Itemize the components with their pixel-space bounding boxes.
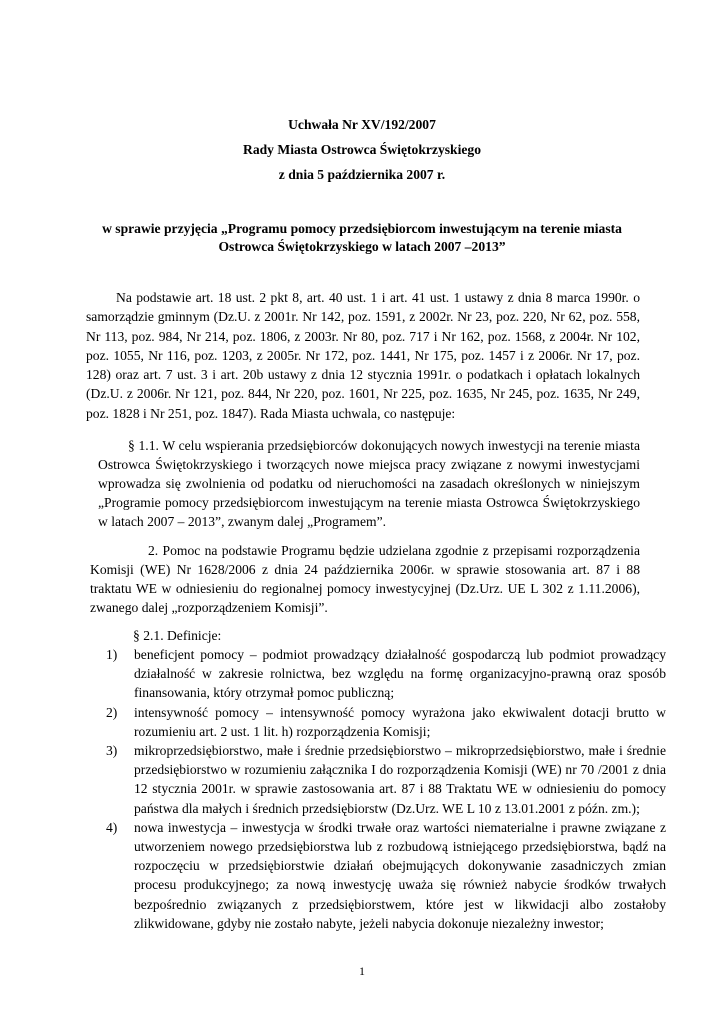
page-number: 1 — [359, 964, 365, 978]
list-item-number: 4) — [106, 819, 118, 835]
list-item — [106, 818, 666, 933]
list-item — [106, 703, 666, 741]
list-item-number: 1) — [106, 647, 118, 662]
section2-heading: § 2.1. Definicje: — [133, 628, 222, 643]
council-name: Rady Miasta Ostrowca Świętokrzyskiego — [243, 142, 481, 157]
section1-paragraph1: § 1.1. W celu wspierania przedsiębiorców dokonujących nowych inwestycji na terenie miasta Ostrowca Świętokrzyskiego i tworzących nowe miejsca pracy związane z nowymi inwestycjami wprowadza się zwolnienia od podatku od nieruchomości na zasadach określonych w niniejszym „Programie pomocy przedsiębiorcom inwestującym na terenie miasta Ostrowca Świętokrzyskiego w latach 2007 – 2013”, zwanym dalej „Programem”. — [98, 438, 640, 529]
list-item-text: nowa inwestycja – inwestycja w środki trwałe oraz wartości niematerialne i prawne związane z utworzeniem nowego przedsiębiorstwa lub z rozbudową istniejącego przedsiębiorstwa, bądź na rozpoczęciu w przedsiębiorstwie działań obejmujących dokonywanie zasadniczych zmian procesu produkcyjnego; za nową inwestycję uważa się również nabycie środków trwałych bezpośrednio związanych z przedsiębiorstwem, które jest w likwidacji albo zostałoby zlikwidowane, gdyby nie zostało nabyte, jeżeli nabycia dokonuje niezależny inwestor; — [134, 819, 666, 931]
section1-paragraph2: 2. Pomoc na podstawie Programu będzie udzielana zgodnie z przepisami rozporządzenia Komisji (WE) Nr 1628/2006 z dnia 24 października 2006r. w sprawie stosowania art. 87 i 88 traktatu WE w odniesieniu do regionalnej pomocy inwestycyjnej (Dz.Urz. UE L 302 z 1.11.2006), zwanego dalej „rozporządzeniem Komisji”. — [90, 543, 640, 615]
list-item — [106, 741, 666, 818]
preamble: Na podstawie art. 18 ust. 2 pkt 8, art. 40 ust. 1 i art. 41 ust. 1 ustawy z dnia 8 marca 1990r. o samorządzie gminnym (Dz.U. z 2001r. Nr 142, poz. 1591, z 2002r. Nr 23, poz. 220, Nr 62, poz. 558, Nr 113, poz. 984, Nr 214, poz. 1806, z 2003r. Nr 80, poz. 717 i Nr 162, poz. 1568, z 2004r. Nr 102, poz. 1055, Nr 116, poz. 1203, z 2005r. Nr 172, poz. 1441, Nr 175, poz. 1457 i z 2006r. Nr 17, poz. 128) oraz art. 7 ust. 3 i art. 20b ustawy z dnia 12 stycznia 1991r. o podatkach i opłatach lokalnych (Dz.U. z 2006r. Nr 121, poz. 844, Nr 220, poz. 1601, Nr 225, poz. 1635, Nr 245, poz. 1635, Nr 249, poz. 1828 i Nr 251, poz. 1847). Rada Miasta uchwala, co następuje: — [86, 290, 640, 421]
resolution-number: Uchwała Nr XV/192/2007 — [288, 117, 436, 132]
resolution-date: z dnia 5 października 2007 r. — [278, 167, 446, 182]
list-item-text: beneficjent pomocy – podmiot prowadzący działalność gospodarczą lub podmiot prowadzący działalność w zakresie rolnictwa, bez względu na formę organizacyjno-prawną oraz sposób finansowania, który otrzymał pomoc publiczną; — [134, 647, 666, 701]
list-item-number: 2) — [106, 704, 118, 720]
list-item — [106, 645, 666, 703]
definitions-list — [106, 645, 666, 933]
list-item-text: intensywność pomocy – intensywność pomocy wyrażona jako ekwiwalent dotacji brutto w rozumieniu art. 2 ust. 1 lit. h) rozporządzenia Komisji; — [134, 704, 666, 739]
list-item-text: mikroprzedsiębiorstwo, małe i średnie przedsiębiorstwo – mikroprzedsiębiorstwo, małe i średnie przedsiębiorstwo w rozumieniu załącznika I do rozporządzenia Komisji (WE) nr 70 /2001 z dnia 12 stycznia 2001r. w sprawie zastosowania art. 87 i 88 Traktatu WE w odniesieniu do pomocy państwa dla małych i średnich przedsiębiorstw (Dz.Urz. WE L 10 z 13.01.2001 z późn. zm.); — [134, 743, 666, 816]
list-item-number: 3) — [106, 743, 118, 759]
resolution-title: w sprawie przyjęcia „Programu pomocy przedsiębiorcom inwestującym na terenie miasta Ostrowca Świętokrzyskiego w latach 2007 –2013” — [102, 221, 622, 254]
